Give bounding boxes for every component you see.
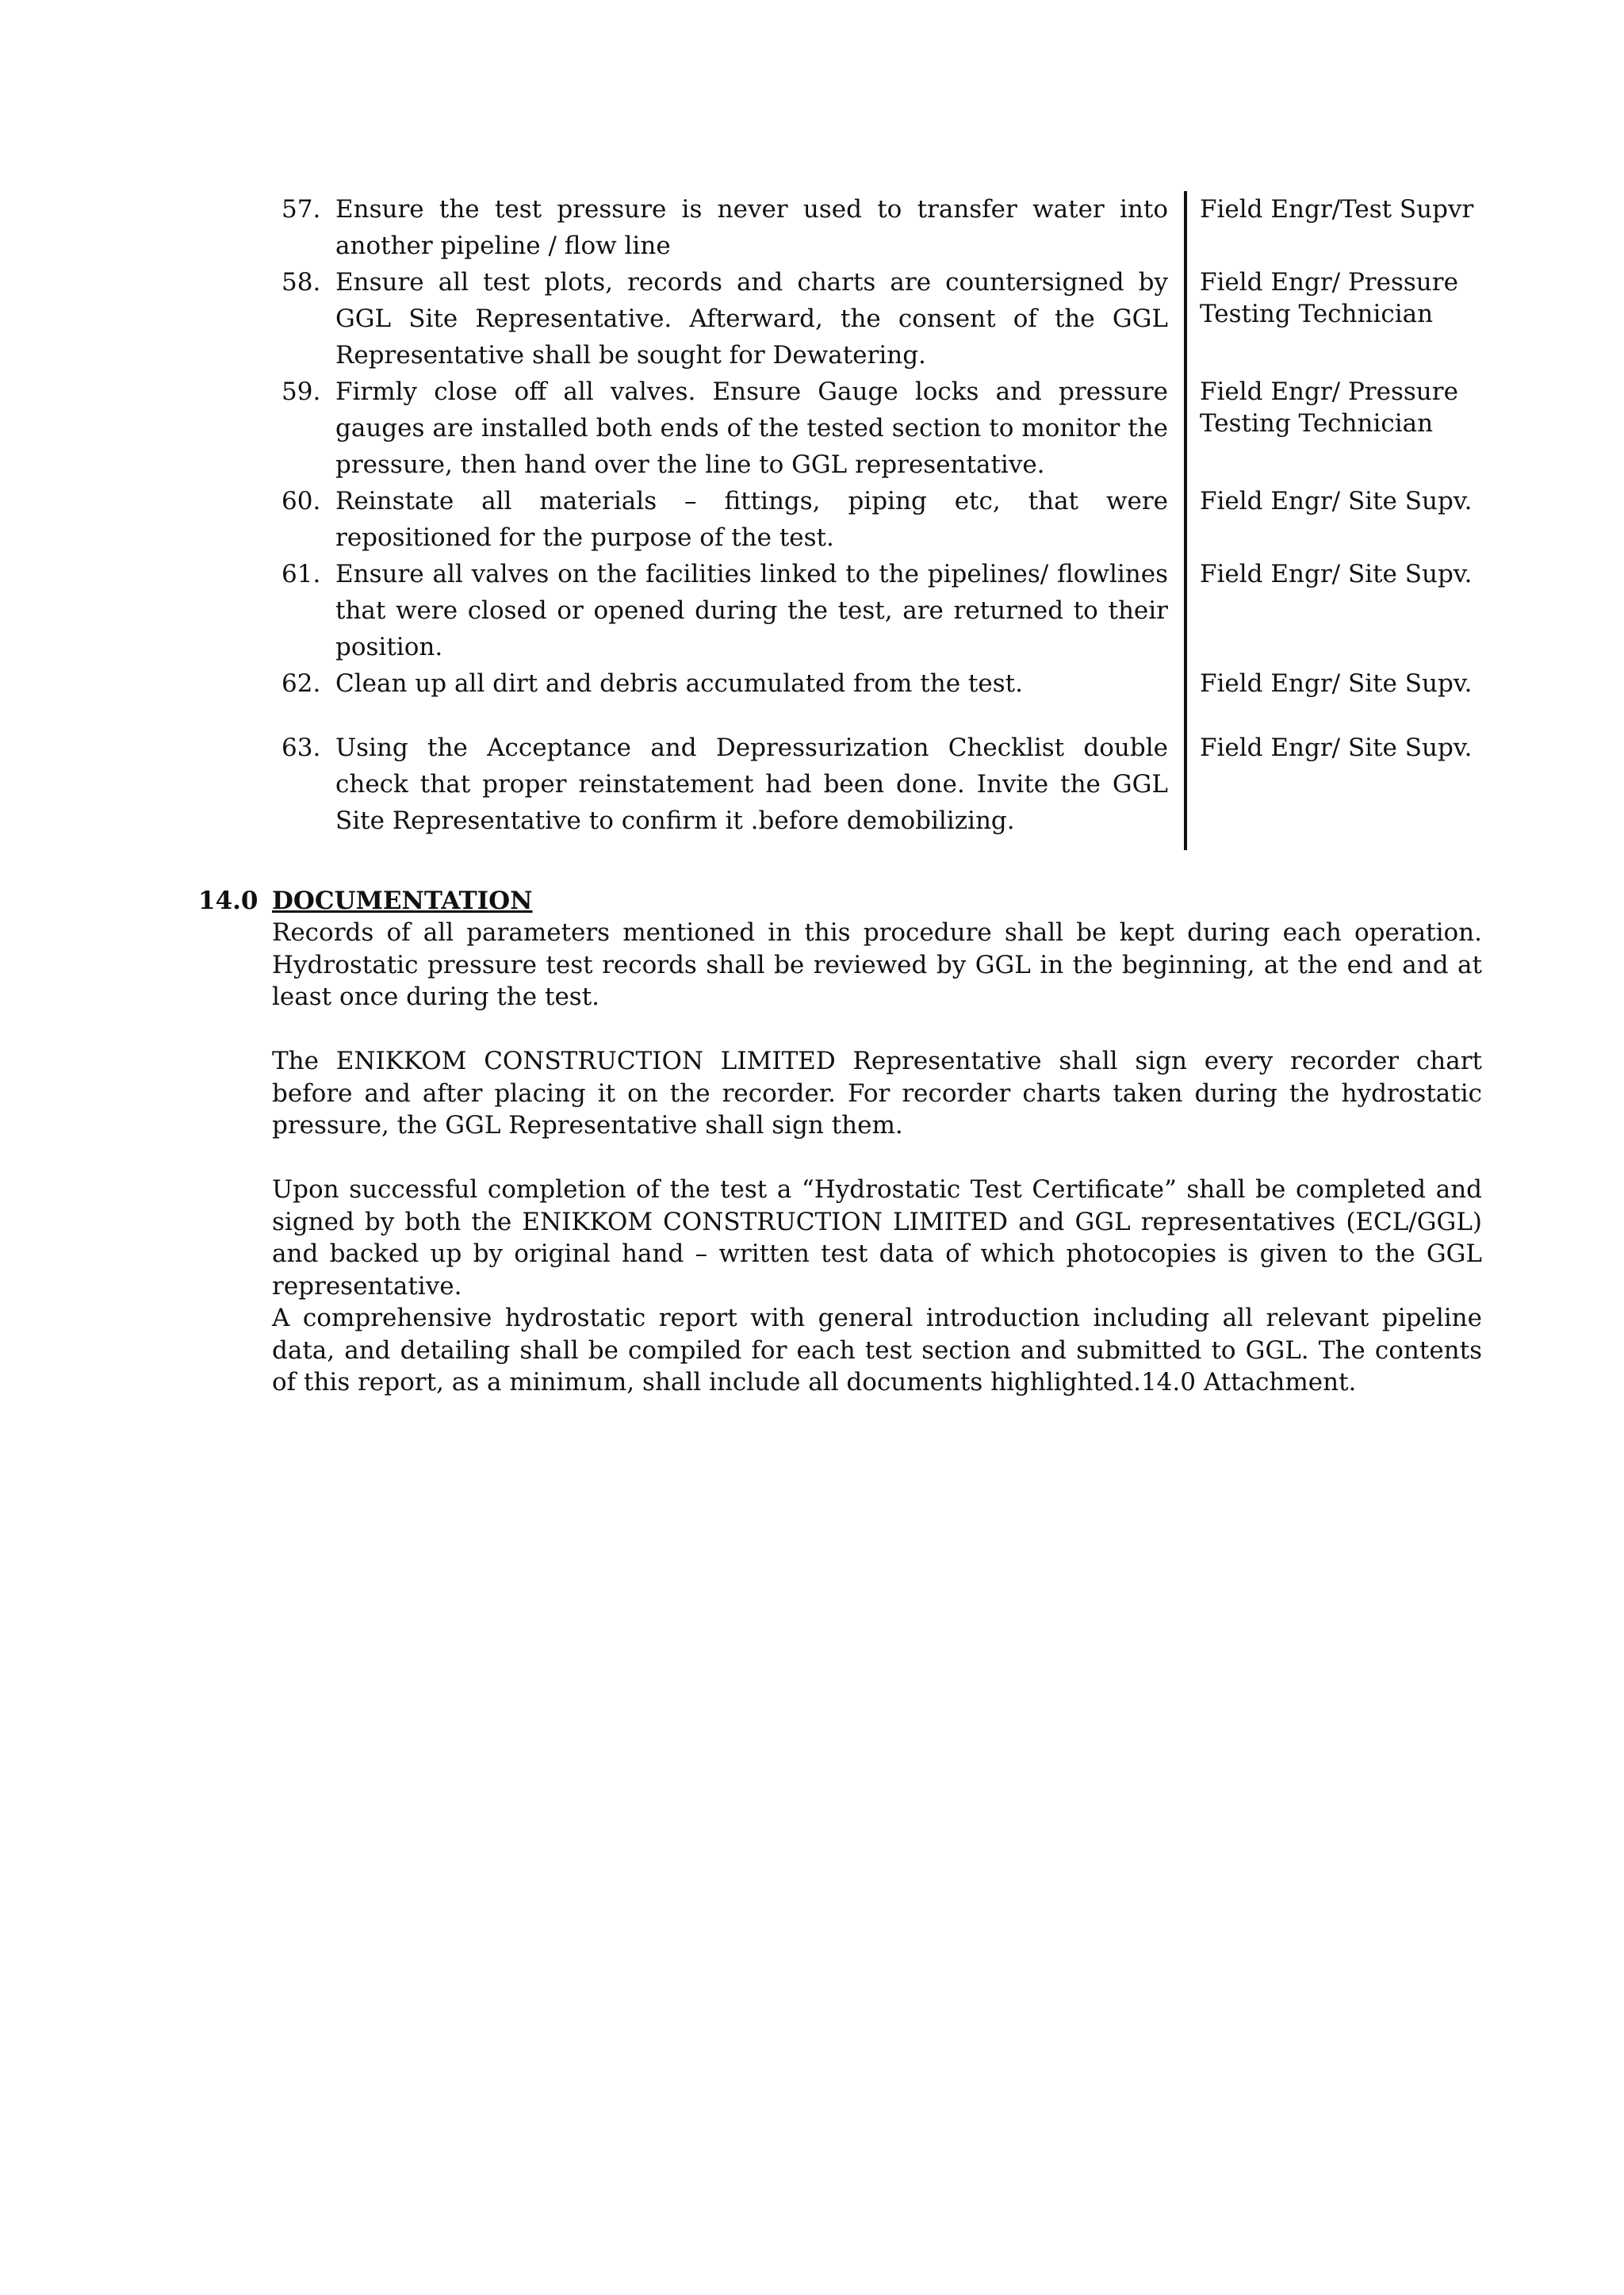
step-text: Ensure the test pressure is never used to transfer water into another pipeline / flow line [335,195,1168,260]
section-paragraph: Records of all parameters mentioned in this procedure shall be kept during each operation. Hydrostatic pressure test records shall be reviewed by GGL in the beginning, at the end and at least once during the test. [272,918,1482,1011]
step-number: 61. [282,560,321,588]
step-responsible: Field Engr/Test Supvr [1200,195,1474,224]
step-text: Ensure all test plots, records and charts are countersigned by GGL Site Representative. Afterward, the consent of the GGL Representative shall be sought for Dewatering. [335,268,1168,370]
step-responsible: Field Engr/ Site Supv. [1200,487,1473,515]
step-text: Using the Acceptance and Depressurization Checklist double check that proper reinstatement had been done. Invite the GGL Site Representative to confirm it .before demobilizing. [335,734,1168,835]
step-number: 57. [282,195,321,224]
step-text: Firmly close off all valves. Ensure Gauge locks and pressure gauges are installed both ends of the tested section to monitor the pressure, then hand over the line to GGL representative. [335,377,1168,479]
step-responsible: Field Engr/ Site Supv. [1200,734,1473,762]
column-divider [1184,191,1187,850]
section-title: DOCUMENTATION [272,887,533,915]
step-text: Ensure all valves on the facilities linked to the pipelines/ flowlines that were closed or opened during the test, are returned to their position. [335,560,1168,661]
step-responsible: Field Engr/ Site Supv. [1200,560,1473,588]
section-number: 14.0 [198,887,259,915]
step-number: 58. [282,268,321,297]
step-number: 62. [282,669,321,698]
section-paragraph: The ENIKKOM CONSTRUCTION LIMITED Representative shall sign every recorder chart before and after placing it on the recorder. For recorder charts taken during the hydrostatic pressure, the GGL Representative shall sign them. [272,1047,1482,1140]
step-responsible: Field Engr/ Pressure Testing Technician [1200,377,1458,438]
step-responsible: Field Engr/ Site Supv. [1200,669,1473,698]
section-paragraph: A comprehensive hydrostatic report with general introduction including all relevant pipeline data, and detailing shall be compiled for each test section and submitted to GGL. The contents of this report, as a minimum, shall include all documents highlighted.14.0 Attachment. [272,1304,1482,1397]
step-number: 60. [282,487,321,515]
procedure-steps-table [0,191,1624,849]
section-paragraph: Upon successful completion of the test a “Hydrostatic Test Certificate” shall be completed and signed by both the ENIKKOM CONSTRUCTION LIMITED and GGL representatives (ECL/GGL) and backed up by original hand – written test data of which photocopies is given to the GGL representative. [272,1175,1482,1301]
step-text: Reinstate all materials – fittings, piping etc, that were repositioned for the purpose of the test. [335,487,1168,552]
step-number: 63. [282,734,321,762]
step-text: Clean up all dirt and debris accumulated from the test. [335,669,1023,698]
step-responsible: Field Engr/ Pressure Testing Technician [1200,268,1458,328]
step-number: 59. [282,377,321,406]
